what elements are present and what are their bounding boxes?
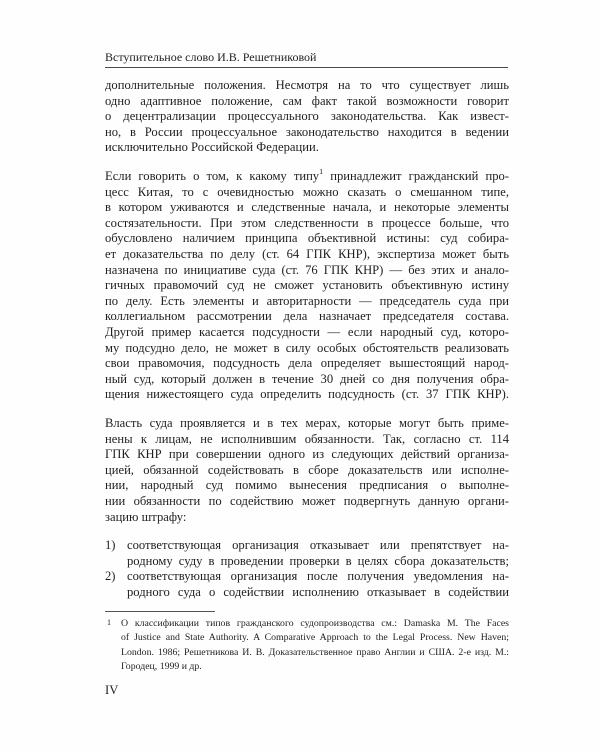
numbered-list <box>105 538 509 600</box>
list-item <box>105 538 509 569</box>
line-text: принадлежит гражданский про- <box>323 169 509 183</box>
paragraph-2 <box>105 169 509 403</box>
paragraph-line: но, в России процессуальное законодательство находится в ведении <box>105 124 509 139</box>
footnote-reference: 1 <box>319 169 324 176</box>
list-item-line: соответствующая организация после получения уведомления на- <box>127 569 509 584</box>
paragraph-line <box>105 169 509 185</box>
paragraph-line: состязательности. При этом следственности в процессе больше, что <box>105 215 509 230</box>
paragraph-line: ет доказательства по делу (ст. 64 ГПК КНР), экспертиза может быть <box>105 246 509 261</box>
footnote-line: London. 1986; Решетникова И. В. Доказательственное право Англии и США. 2-е изд. М.: <box>121 646 509 658</box>
paragraph-line: Власть суда проявляется и в тех мерах, которые могут быть приме- <box>105 416 509 430</box>
paragraph-line: исключительно Российской Федерации. <box>105 140 319 155</box>
paragraph-line: зацию штрафу: <box>105 509 187 524</box>
paragraph-line: коллегиальном рассмотрении дела назначает председателя состава. <box>105 309 509 324</box>
paragraph-line: обусловлено наличием принципа объективной истины: суд собира- <box>105 231 509 246</box>
paragraph-line: дополнительные положения. Несмотря на то что существует лишь <box>105 78 509 92</box>
paragraph-1 <box>105 78 509 156</box>
footnote-number: 1 <box>107 618 111 627</box>
running-head: Вступительное слово И.В. Решетниковой <box>105 50 317 64</box>
line-text: Если говорить о том, к какому типу <box>105 169 320 183</box>
footnote-line: of Justice and State Authority. A Comparative Approach to the Legal Process. New Haven; <box>121 632 509 644</box>
paragraph-line: нии, народный суд помимо вынесения предписания о выполне- <box>105 478 509 493</box>
footnote-line: О классификации типов гражданского судопроизводства см.: Damaska M. The Faces <box>121 618 509 629</box>
paragraph-line: му подсудно дело, не может в силу особых обстоятельств реализовать <box>105 340 509 355</box>
paragraph-line: свои правомочия, подсудность дела определяет вышестоящий народ- <box>105 356 509 371</box>
paragraph-line: нии обязанности по содействию может подвергнуть данную органи- <box>105 493 509 508</box>
paragraph-line: гичных правомочий суд не сможет установить объективную истину <box>105 278 509 293</box>
paragraph-line: ный суд, который должен в течение 30 дней со дня получения обра- <box>105 371 509 386</box>
paragraph-line: нены к лицам, не исполнившим обязанности. Так, согласно ст. 114 <box>105 431 509 446</box>
paragraph-3 <box>105 416 509 525</box>
list-marker: 1) <box>105 538 116 552</box>
list-item <box>105 569 509 600</box>
paragraph-line: в котором уживаются и следственные начала, и некоторые элементы <box>105 200 509 215</box>
paragraph-line: цией, обязанной содействовать в сборе доказательств или исполне- <box>105 462 509 477</box>
page-number: IV <box>105 683 119 697</box>
footnote-separator <box>105 611 215 612</box>
paragraph-line: щения нижестоящего суда определить подсудность (ст. 37 ГПК КНР). <box>105 387 509 402</box>
list-marker: 2) <box>105 569 116 584</box>
footnote-line: Городец, 1999 и др. <box>121 661 202 673</box>
running-head-rule <box>105 67 508 68</box>
list-item-line: родному суду в проведении проверки в целях сбора доказательств; <box>127 553 509 568</box>
paragraph-line: по делу. Есть элементы и авторитарности — председатель суда при <box>105 293 509 308</box>
paragraph-line: цесс Китая, то с очевидностью можно сказать о смешанном типе, <box>105 184 509 199</box>
paragraph-line: ГПК КНР при совершении одного из следующих действий организа- <box>105 447 509 462</box>
list-item-line: соответствующая организация отказывает или препятствует на- <box>127 538 509 552</box>
list-item-line: родного суда о содействии исполнению отказывает в содействии <box>127 584 509 599</box>
paragraph-line: о децентрализации процессуального законодательства. Как извест- <box>105 109 509 124</box>
paragraph-line: одно адаптивное положение, сам факт такой возможности говорит <box>105 93 509 108</box>
paragraph-line: Другой пример касается подсудности — если народный суд, которо- <box>105 324 509 339</box>
paragraph-line: назначена по инициативе суда (ст. 76 ГПК КНР) — без этих и анало- <box>105 262 509 277</box>
footnote <box>105 617 509 675</box>
